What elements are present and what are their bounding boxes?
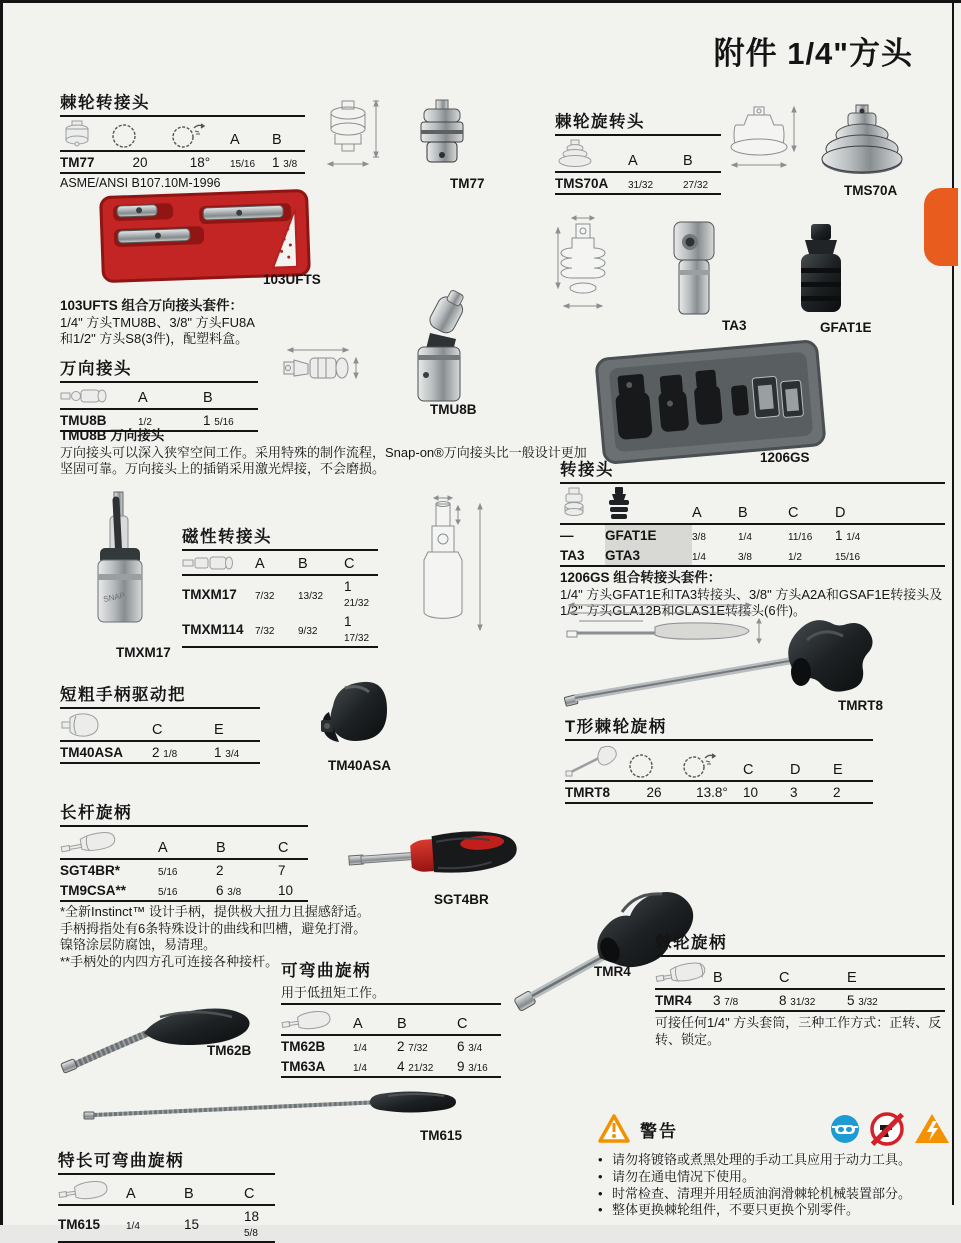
dim-a-cell: 1/4 (353, 1063, 367, 1075)
tm62b-photo-label: TM62B (207, 1043, 252, 1058)
spec-table (555, 134, 721, 195)
dim-c-cell: 1 21/32 (344, 579, 370, 610)
no-power-tool-icon (870, 1112, 904, 1146)
section-title: 可弯曲旋柄 (281, 962, 371, 980)
set-desc-title: 103UFTS 组合万向接头套件： (60, 298, 244, 313)
tmu8b-drawing (280, 344, 372, 394)
section-title: 短粗手柄驱动把 (60, 686, 186, 704)
teeth-count-icon (110, 122, 170, 148)
col-header: A (230, 132, 240, 149)
table-row (60, 880, 308, 901)
dim-b-cell: 3/8 (738, 552, 752, 564)
tm77-drawing (320, 98, 386, 176)
section-title: 特长可弯曲旋柄 (58, 1152, 184, 1170)
dim-b-cell: 4 21/32 (397, 1059, 434, 1075)
model-cell: TMS70A (555, 176, 609, 192)
footnote-text: *全新Instinct™ 设计手柄，提供极大扭力且握感舒适。手柄拇指处有6条特殊设计的曲线和凹槽，避免打滑。镍铬涂层防腐蚀，易清理。 (60, 904, 370, 953)
1206gs-photo-label: 1206GS (760, 450, 810, 465)
dim-a-cell: 15/16 (230, 159, 256, 171)
spec-table (565, 739, 873, 804)
swing-cell: 18° (189, 155, 211, 171)
gfat1e-photo-label: GFAT1E (820, 320, 872, 335)
section-title: 棘轮旋柄 (655, 934, 727, 952)
dim-a-cell: 1/4 (692, 552, 706, 564)
section-subtitle: 用于低扭矩工作。 (281, 985, 386, 1001)
electric-hazard-icon (914, 1113, 950, 1145)
col-header: B (184, 1186, 194, 1203)
spec-table (655, 955, 945, 1012)
dim-e-cell: 5 3/32 (847, 993, 878, 1009)
svg-text:SNAP: SNAP (102, 590, 126, 604)
page-border-right (952, 0, 954, 1205)
stubby-handle-icon (60, 712, 152, 738)
model-cell: TMU8B (60, 413, 107, 429)
col-header: B (216, 840, 226, 857)
table-row (655, 989, 945, 1011)
dim-d-cell: 1 1/4 (835, 528, 861, 544)
model-cell: TMRT8 (565, 785, 610, 801)
adapter-drawing (550, 212, 616, 328)
model-cell: TM77 (60, 155, 95, 171)
swing-cell: 13.8° (696, 785, 728, 801)
table-row (58, 1205, 275, 1242)
dim-a-cell: 3/8 (692, 532, 706, 544)
flex-handle-icon (281, 1008, 353, 1032)
tmrt8-photo (563, 612, 885, 710)
model-cell: TM62B (281, 1039, 326, 1055)
dim-b-cell: 3 7/8 (713, 993, 739, 1009)
spec-table (58, 1173, 275, 1243)
warning-list (598, 1152, 950, 1218)
section-universal-joint (60, 360, 258, 432)
model-cell: TM40ASA (60, 745, 124, 761)
standard-note: ASME/ANSI B107.10M-1996 (60, 176, 221, 191)
paragraph-title: TMU8B 万向接头 (60, 428, 165, 443)
spec-table (60, 381, 258, 432)
section-long-spinner (60, 804, 370, 970)
model-cell: TMXM17 (182, 586, 237, 602)
dim-a-cell: 1/4 (353, 1043, 367, 1055)
col-header: B (397, 1016, 407, 1033)
dim-b-cell: 6 3/8 (216, 883, 242, 899)
dim-b-cell: 9/32 (298, 625, 318, 637)
long-spinner-footnotes (60, 902, 378, 970)
section-ratchet-adapter (60, 94, 305, 190)
tmr4-photo-label: TMR4 (594, 964, 631, 979)
col-header: C (788, 505, 799, 522)
col-header: A (255, 556, 265, 573)
table-row (60, 741, 260, 763)
model-black-cell: GTA3 (605, 545, 692, 566)
model-cell: TMXM114 (182, 621, 244, 637)
tmu8b-paragraph (60, 428, 588, 478)
col-header: A (628, 153, 638, 170)
swing-arc-icon (170, 122, 230, 148)
dim-a-cell: 7/32 (255, 590, 275, 602)
section-title: T形棘轮旋柄 (565, 718, 667, 736)
magnetic-adapter-icon (182, 554, 255, 572)
103ufts-set-photo (99, 188, 312, 283)
table-row (182, 611, 378, 647)
table-row (560, 545, 945, 566)
table-row (281, 1035, 501, 1056)
tm615-photo (82, 1086, 467, 1128)
dim-c-cell: 2 1/8 (152, 745, 178, 761)
col-header: B (713, 970, 723, 987)
section-warning (598, 1112, 950, 1219)
warning-title: 警告 (640, 1121, 678, 1141)
model-silver-cell: TA3 (560, 548, 585, 564)
section-title: 棘轮旋转头 (555, 113, 645, 131)
spec-table (560, 482, 945, 567)
dim-a-cell: 1/2 (138, 417, 152, 429)
ta3-photo-label: TA3 (722, 318, 747, 333)
col-header: B (683, 153, 693, 170)
section-magnetic-adapter (182, 528, 378, 648)
dim-a-cell: 5/16 (158, 887, 178, 899)
tms70a-photo (818, 103, 906, 189)
tmr4-note: 可接任何1/4" 方头套筒，三种工作方式：正转、反转、锁定。 (655, 1015, 942, 1047)
dim-c-cell: 8 31/32 (779, 993, 816, 1009)
table-row (560, 524, 945, 545)
col-header: D (835, 505, 846, 522)
warning-item: • 请勿将镀铬或煮黑处理的手动工具应用于动力工具。 (598, 1152, 950, 1168)
dim-c-cell: 1 17/32 (344, 614, 370, 645)
dim-c-cell: 18 5/8 (244, 1209, 260, 1240)
section-title: 磁性转接头 (182, 528, 272, 546)
universal-joint-icon (60, 386, 138, 406)
tmxm-drawing (420, 492, 492, 642)
tm615-photo-label: TM615 (420, 1128, 463, 1143)
spec-table (182, 549, 378, 648)
set-desc-line: 和1/2" 方头S8(3件)，配塑料盒。 (60, 331, 249, 346)
dim-d-cell: 15/16 (835, 552, 861, 564)
spec-table (281, 1003, 501, 1078)
section-title: 长杆旋柄 (60, 804, 132, 822)
dim-b-cell: 1/4 (738, 532, 752, 544)
section-adapters (560, 461, 945, 620)
spinner-handle-icon (60, 830, 158, 856)
warning-item: • 请勿在通电情况下使用。 (598, 1169, 950, 1185)
model-black-cell: GFAT1E (605, 524, 692, 545)
dim-c-cell: 1/2 (788, 552, 802, 564)
swivel-adapter-icon (555, 139, 628, 169)
dim-b-cell: 1 3/8 (272, 155, 298, 171)
spec-table (60, 707, 260, 764)
spec-table (60, 115, 305, 174)
dim-c-cell: 9 3/16 (457, 1059, 488, 1075)
col-header: B (298, 556, 308, 573)
dim-e-cell: 2 (833, 785, 841, 801)
col-header: D (790, 762, 801, 779)
dim-e-cell: 1 3/4 (214, 745, 240, 761)
col-header: C (743, 762, 754, 779)
swing-arc-icon (681, 752, 743, 778)
page-border-left (0, 0, 3, 1225)
col-header: B (203, 390, 213, 407)
spinner-handle-icon (655, 960, 713, 986)
warning-item: • 时常检查、清理并用轻质油润滑棘轮机械装置部分。 (598, 1186, 950, 1202)
col-header: E (833, 762, 843, 779)
model-cell: SGT4BR* (60, 863, 121, 879)
table-row (565, 781, 873, 803)
dim-c-cell: 7 (278, 863, 286, 879)
page-title: 附件 1/4"方头 (713, 36, 913, 71)
teeth-cell: 26 (646, 785, 662, 801)
ta3-photo (666, 220, 722, 320)
col-header: C (344, 556, 355, 573)
dim-b-cell: 13/32 (298, 590, 324, 602)
dim-c-cell: 10 (743, 785, 759, 801)
eye-protection-icon (830, 1114, 860, 1144)
dim-b-cell: 2 7/32 (397, 1039, 428, 1055)
teeth-cell: 20 (132, 155, 148, 171)
col-header: B (738, 505, 748, 522)
dim-c-cell: 6 3/4 (457, 1039, 483, 1055)
silver-adapter-icon (560, 487, 605, 521)
col-header: E (847, 970, 857, 987)
warning-triangle-icon (598, 1114, 630, 1144)
103ufts-description (60, 298, 360, 348)
table-row (281, 1056, 501, 1077)
tmxm17-photo (86, 490, 154, 642)
dim-a-cell: 7/32 (255, 625, 275, 637)
set-desc-line: 1/4" 方头TMU8B、3/8" 方头FU8A (60, 314, 255, 330)
model-silver-cell: — (560, 528, 574, 544)
col-header: A (692, 505, 702, 522)
model-cell: TM615 (58, 1216, 101, 1232)
tmu8b-photo-label: TMU8B (430, 402, 477, 417)
gfat1e-photo (793, 222, 849, 318)
dim-b-cell: 1 5/16 (203, 413, 234, 429)
flex-handle-icon (58, 1178, 126, 1202)
footnote-text: **手柄处的内四方孔可连接各种接杆。 (60, 953, 279, 969)
page-border-top (0, 0, 961, 3)
tm40asa-photo-label: TM40ASA (328, 758, 392, 773)
col-header: C (152, 722, 163, 739)
teeth-count-icon (627, 752, 681, 778)
dim-c-cell: 10 (278, 883, 294, 899)
table-row (60, 859, 308, 880)
table-row (555, 172, 721, 194)
dim-a-cell: 31/32 (628, 180, 654, 192)
table-row (182, 575, 378, 611)
table-row (60, 151, 305, 173)
spec-table (60, 825, 308, 902)
dim-a-cell: 1/4 (126, 1220, 140, 1232)
col-header: C (457, 1016, 468, 1033)
col-header: A (158, 840, 168, 857)
set-desc-title: 1206GS 组合转接头套件： (560, 570, 722, 586)
tm77-photo (416, 100, 468, 168)
section-index-tab (924, 188, 958, 266)
col-header: A (138, 390, 148, 407)
dim-d-cell: 3 (790, 785, 798, 801)
dim-c-cell: 11/16 (788, 532, 813, 544)
model-cell: TM9CSA** (60, 883, 127, 899)
col-header: A (126, 1186, 136, 1203)
sgt4br-photo (345, 822, 525, 890)
col-header: C (244, 1186, 255, 1203)
adapter-icon (60, 120, 110, 148)
dim-b-cell: 27/32 (683, 180, 709, 192)
dim-a-cell: 5/16 (158, 867, 178, 879)
1206gs-set-photo (594, 338, 828, 465)
col-header: C (278, 840, 289, 857)
section-title: 棘轮转接头 (60, 94, 150, 112)
tms70a-photo-label: TMS70A (844, 183, 898, 198)
col-header: C (779, 970, 790, 987)
tm77-photo-label: TM77 (450, 176, 485, 191)
section-stubby-driver (60, 686, 260, 764)
set-desc-text: 1/4" 方头GFAT1E和TA3转接头、3/8" 方头A2A和GSAF1E转接头及1/2" 方头GLA12B和GLAS1E转接头(6件)。 (560, 586, 943, 619)
section-flex-spinner (281, 962, 501, 1078)
section-t-ratchet (565, 718, 873, 804)
section-extra-long-flex (58, 1152, 275, 1243)
col-header: E (214, 722, 224, 739)
dim-b-cell: 15 (184, 1216, 200, 1232)
model-cell: TM63A (281, 1059, 326, 1075)
tm40asa-photo (315, 678, 389, 758)
103ufts-photo-label: 103UFTS (263, 272, 321, 287)
col-header: A (353, 1016, 363, 1033)
sgt4br-photo-label: SGT4BR (434, 892, 489, 907)
tms70a-drawing (728, 103, 806, 191)
section-ratchet-spinner (655, 934, 945, 1048)
tmu8b-photo (392, 295, 492, 407)
dim-b-cell: 2 (216, 863, 224, 879)
warning-item: • 整体更换棘轮组件，不要只更换个别零件。 (598, 1202, 950, 1218)
tmxm17-photo-label: TMXM17 (116, 645, 171, 660)
black-adapter-icon (605, 487, 692, 521)
model-cell: TMR4 (655, 993, 692, 1009)
tmrt8-photo-label: TMRT8 (838, 698, 883, 713)
t-handle-icon (565, 744, 627, 778)
section-title: 转接头 (560, 461, 614, 479)
paragraph-text: 万向接头可以深入狭窄空间工作。采用特殊的制作流程，Snap-on®万向接头比一般设计更加坚固可靠。万向接头上的插销采用激光焊接，不会磨损。 (60, 444, 587, 476)
tm62b-photo (60, 995, 255, 1080)
section-title: 万向接头 (60, 360, 132, 378)
col-header: B (272, 132, 282, 149)
section-ratchet-swivel (555, 113, 721, 195)
